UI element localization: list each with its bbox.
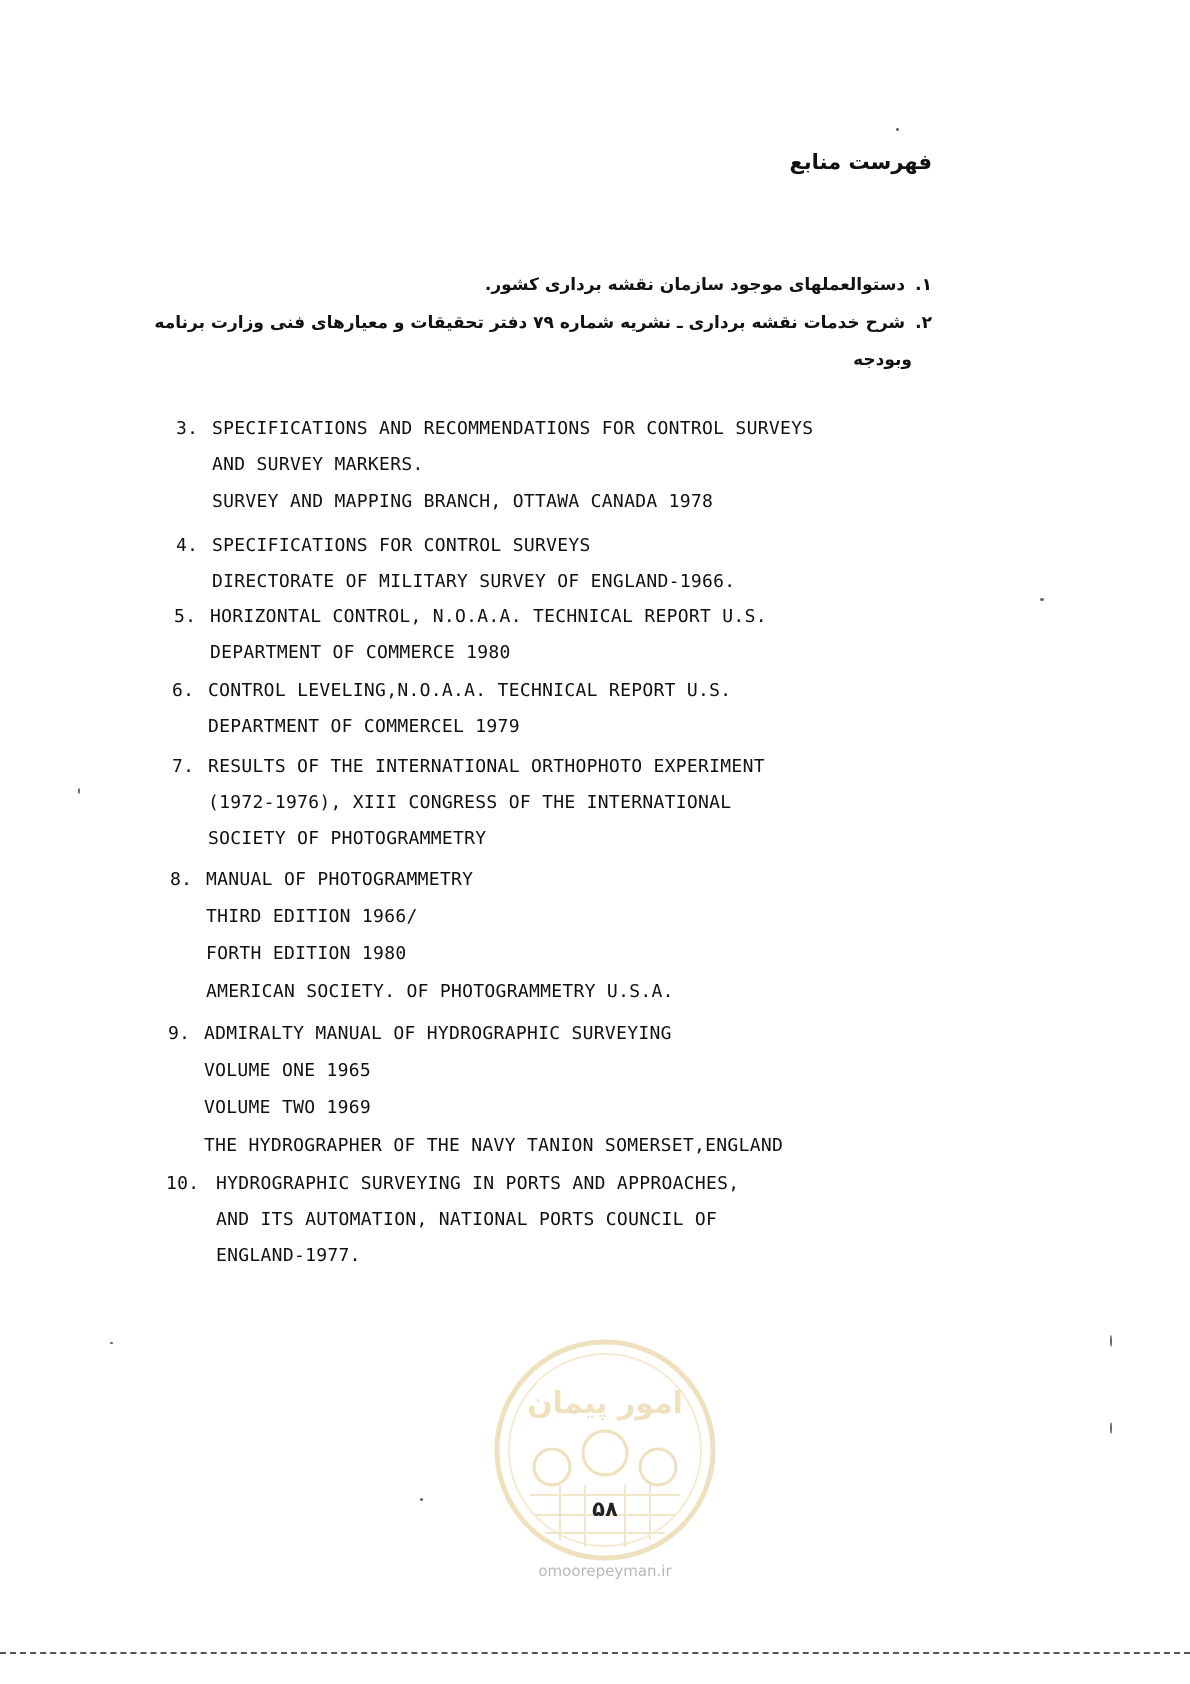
- reference-line: HYDROGRAPHIC SURVEYING IN PORTS AND APPROACHES,: [216, 1173, 740, 1194]
- scan-speck: [1040, 598, 1044, 601]
- page-number: ۵۸: [592, 1497, 618, 1521]
- scan-speck: [1110, 1335, 1112, 1347]
- watermark-logo: [490, 1335, 720, 1565]
- reference-number: 5.: [174, 606, 197, 627]
- reference-line: CONTROL LEVELING,N.O.A.A. TECHNICAL REPORT U.S.: [208, 680, 732, 701]
- reference-line: SURVEY AND MAPPING BRANCH, OTTAWA CANADA 1978: [212, 491, 714, 512]
- reference-number: 6.: [172, 680, 195, 701]
- reference-line: HORIZONTAL CONTROL, N.O.A.A. TECHNICAL REPORT U.S.: [210, 606, 767, 627]
- reference-line: MANUAL OF PHOTOGRAMMETRY: [206, 869, 474, 890]
- persian-ref-2: [154, 313, 932, 333]
- scan-speck: [110, 1342, 113, 1344]
- scan-speck: [78, 788, 80, 794]
- reference-line: AMERICAN SOCIETY. OF PHOTOGRAMMETRY U.S.A.: [206, 981, 674, 1002]
- reference-line: SOCIETY OF PHOTOGRAMMETRY: [208, 828, 487, 849]
- scan-speck: [420, 1498, 423, 1501]
- reference-line: THE HYDROGRAPHER OF THE NAVY TANION SOMERSET,ENGLAND: [204, 1135, 784, 1156]
- reference-line: SPECIFICATIONS FOR CONTROL SURVEYS: [212, 535, 591, 556]
- scan-speck: [896, 128, 899, 131]
- reference-number: 7.: [172, 756, 195, 777]
- reference-number: 9.: [168, 1023, 191, 1044]
- persian-ref-1: [485, 275, 932, 295]
- reference-line: DIRECTORATE OF MILITARY SURVEY OF ENGLAND-1966.: [212, 571, 736, 592]
- reference-number: 10.: [166, 1173, 200, 1194]
- reference-line: SPECIFICATIONS AND RECOMMENDATIONS FOR CONTROL SURVEYS: [212, 418, 814, 439]
- reference-number: 4.: [176, 535, 199, 556]
- reference-number: 8.: [170, 869, 193, 890]
- persian-ref-text: شرح خدمات نقشه برداری ـ نشریه شماره ۷۹ دفتر تحقیقات و معیارهای فنی وزارت برنامه: [154, 313, 906, 333]
- reference-line: ENGLAND-1977.: [216, 1245, 361, 1266]
- persian-ref-text: دستوالعملهای موجود سازمان نقشه برداری کشور.: [484, 275, 906, 295]
- reference-line: RESULTS OF THE INTERNATIONAL ORTHOPHOTO EXPERIMENT: [208, 756, 765, 777]
- reference-line: AND ITS AUTOMATION, NATIONAL PORTS COUNCIL OF: [216, 1209, 718, 1230]
- reference-line: VOLUME ONE 1965: [204, 1060, 372, 1081]
- reference-line: THIRD EDITION 1966/: [206, 906, 418, 927]
- reference-line: AND SURVEY MARKERS.: [212, 454, 424, 475]
- reference-line: (1972-1976), XIII CONGRESS OF THE INTERNATIONAL: [208, 792, 732, 813]
- watermark-logo-text: امور پیمان: [527, 1386, 683, 1421]
- reference-line: FORTH EDITION 1980: [206, 943, 407, 964]
- page-title: فهرست منابع: [789, 150, 932, 174]
- watermark-url: omoorepeyman.ir: [538, 1562, 672, 1580]
- reference-line: ADMIRALTY MANUAL OF HYDROGRAPHIC SURVEYING: [204, 1023, 672, 1044]
- bottom-divider: [0, 1652, 1190, 1654]
- persian-ref-number: ۱.: [915, 275, 932, 295]
- reference-line: DEPARTMENT OF COMMERCEL 1979: [208, 716, 520, 737]
- reference-line: VOLUME TWO 1969: [204, 1097, 372, 1118]
- reference-number: 3.: [176, 418, 199, 439]
- persian-ref-2-continuation: وبودجه: [853, 350, 912, 370]
- scan-speck: [1110, 1422, 1112, 1434]
- persian-ref-number: ۲.: [915, 313, 932, 333]
- reference-line: DEPARTMENT OF COMMERCE 1980: [210, 642, 511, 663]
